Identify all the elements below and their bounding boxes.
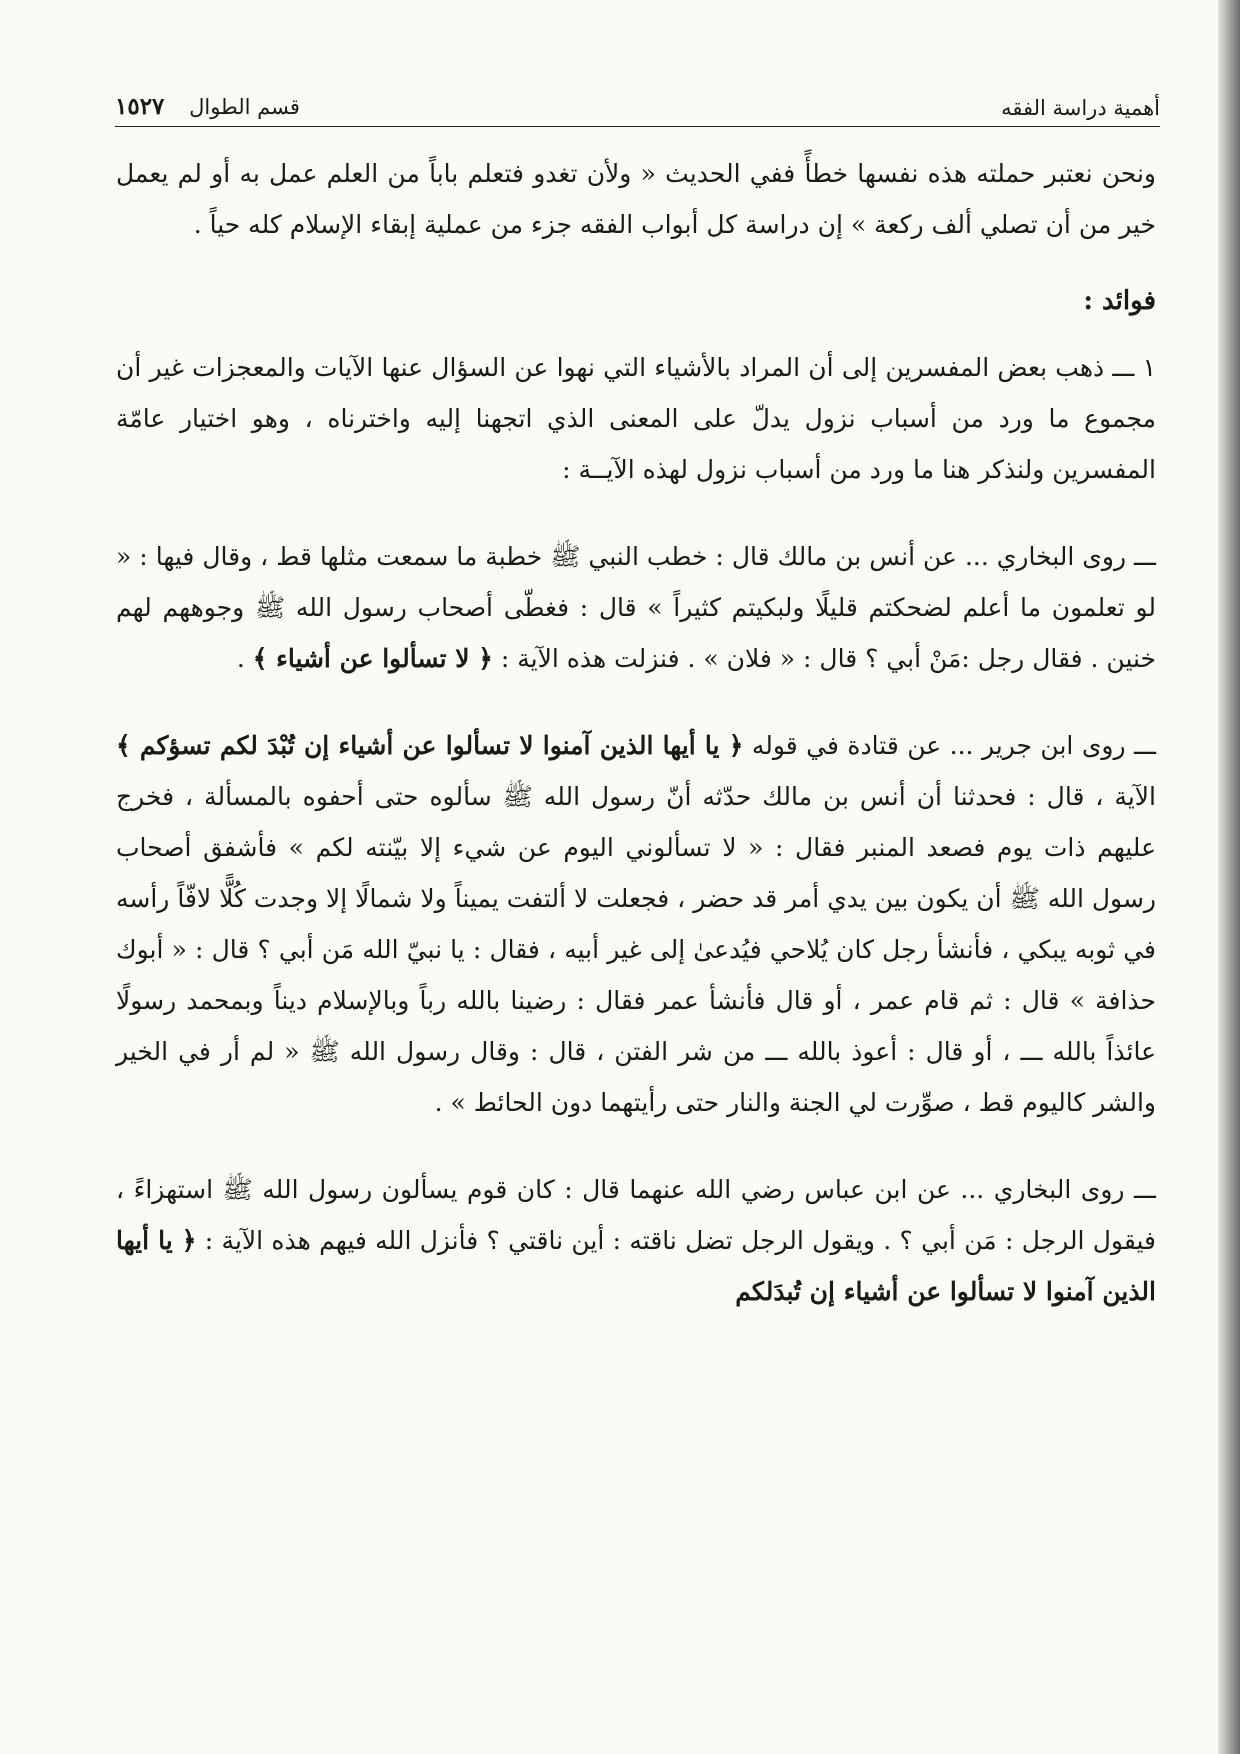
intro-paragraph: ونحن نعتبر حملته هذه نفسها خطأً ففي الحديث « ولأن تغدو فتعلم باباً من العلم عمل به أو لم يعمل خير من أن تصلي ألف ركعة » إن دراسة كل أبواب الفقه جزء من عملية إبقاء الإسلام كله حياً . bbox=[116, 159, 1156, 239]
narration-3-start: ـــ روى البخاري ... عن ابن عباس رضي الله عنهما قال : كان قوم يسألون رسول الله ﷺ استهزاءً ، فيقول الرجل : مَن أبي ؟ . ويقول الرجل تضل ناقته : أين ناقتي ؟ فأنزل الله فيهم هذه الآية : bbox=[116, 1175, 1156, 1255]
narration-3-quran-quote: ﴿ يا أيها الذين آمنوا لا تسألوا عن أشياء إن تُبدَلكم bbox=[116, 1226, 1156, 1306]
section-name: قسم الطوال bbox=[189, 95, 300, 119]
narration-3-paragraph bbox=[116, 1164, 1156, 1317]
narration-1-paragraph bbox=[116, 531, 1156, 684]
page-body bbox=[116, 148, 1156, 1317]
narration-2-start: ـــ روى ابن جرير ... عن قتادة في قوله bbox=[743, 731, 1156, 760]
running-title: أهمية دراسة الفقه bbox=[1001, 96, 1160, 120]
page-edge-shadow bbox=[1218, 0, 1240, 1754]
narration-1-end: . bbox=[236, 644, 253, 673]
narration-2-quran-quote: ﴿ يا أيها الذين آمنوا لا تسألوا عن أشياء إن تُبْدَ لكم تسؤكم ﴾ bbox=[116, 731, 744, 760]
item-1-paragraph: ١ ـــ ذهب بعض المفسرين إلى أن المراد بالأشياء التي نهوا عن السؤال عنها الآيات والمعجزات غير أن مجموع ما ورد من أسباب نزول يدلّ على المعنى الذي اتجهنا إليه واخترناه ، وهو اختيار عامّة المفسرين ولنذكر هنا ما ورد من أسباب نزول لهذه الآيــة : bbox=[116, 353, 1156, 484]
fawaid-heading: فوائد : bbox=[1083, 286, 1156, 316]
narration-1-text: ـــ روى البخاري ... عن أنس بن مالك قال : خطب النبي ﷺ خطبة ما سمعت مثلها قط ، وقال فيها : « لو تعلمون ما أعلم لضحكتم قليلًا ولبكيتم كثيراً » قال : فغطّى أصحاب رسول الله ﷺ وجوههم لهم خنين . فقال رجل :مَنْ أبي ؟ قال : « فلان » . فنزلت هذه الآية : bbox=[116, 542, 1156, 673]
page-number: ١٥٢٧ bbox=[115, 93, 165, 120]
narration-1-quran-quote: ﴿ لا تسألوا عن أشياء ﴾ bbox=[252, 644, 493, 673]
narration-2-paragraph bbox=[116, 720, 1156, 1128]
page-header bbox=[115, 78, 1160, 127]
narration-2-rest: الآية ، قال : فحدثنا أن أنس بن مالك حدّثه أنّ رسول الله ﷺ سألوه حتى أحفوه بالمسألة ، فخرج عليهم ذات يوم فصعد المنبر فقال : « لا تسألوني اليوم عن شيء إلا بيّنته لكم » فأشفق أصحاب رسول الله ﷺ أن يكون بين يدي أمر قد حضر ، فجعلت لا ألتفت يميناً ولا شمالًا إلا وجدت كُلًّا لافّاً رأسه في ثوبه يبكي ، فأنشأ رجل كان يُلاحي فيُدعىٰ إلى غير أبيه ، فقال : يا نبيّ الله مَن أبي ؟ قال : « أبوك حذافة » قال : ثم قام عمر ، أو قال فأنشأ عمر فقال : رضينا بالله رباً وبالإسلام ديناً وبمحمد رسولًا عائذاً بالله ـــ ، أو قال : أعوذ بالله ـــ من شر الفتن ، قال : وقال رسول الله ﷺ « لم أر في الخير والشر كاليوم قط ، صوِّرت لي الجنة والنار حتى رأيتهما دون الحائط » . bbox=[116, 782, 1156, 1117]
header-left bbox=[115, 93, 300, 120]
